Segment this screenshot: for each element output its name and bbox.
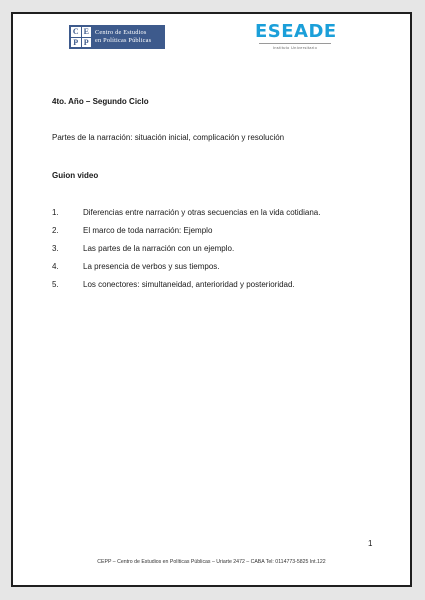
cepp-logo-mark [71,27,91,47]
script-title: Guion video [52,171,99,180]
cepp-mark-letter: P [82,38,92,48]
eseade-logo [255,22,335,50]
list-item-number: 1. [52,208,59,217]
cepp-mark-letter: E [82,27,92,37]
cepp-mark-letter: P [71,38,81,48]
cepp-logo-line1: Centro de Estudios [95,29,147,36]
list-item-number: 5. [52,280,59,289]
list-item-number: 3. [52,244,59,253]
eseade-logo-divider [259,43,331,44]
course-heading: 4to. Año – Segundo Ciclo [52,97,149,106]
list-item-number: 2. [52,226,59,235]
cepp-mark-letter: C [72,27,79,36]
list-item-text: El marco de toda narración: Ejemplo [83,226,213,235]
list-item-text: Los conectores: simultaneidad, anterioridad y posterioridad. [83,280,295,289]
page-footer: CEPP – Centro de Estudios en Políticas Públicas – Uriarte 2472 – CABA Tel: 0114773-5825 Int.122 [97,559,326,565]
list-item-text: La presencia de verbos y sus tiempos. [83,262,220,271]
eseade-logo-name: ESEADE [255,21,337,42]
cepp-logo [69,25,165,49]
list-item-text: Las partes de la narración con un ejemplo. [83,244,235,253]
cepp-logo-line2: en Políticas Públicas [95,37,152,44]
document-page [11,12,412,587]
page-number: 1 [368,539,373,548]
cepp-logo-text [95,29,151,45]
topic-line: Partes de la narración: situación inicial, complicación y resolución [52,133,285,142]
eseade-logo-subtitle: Instituto Universitario [272,45,318,50]
list-item-text: Diferencias entre narración y otras secuencias en la vida cotidiana. [83,208,321,217]
list-item-number: 4. [52,262,59,271]
